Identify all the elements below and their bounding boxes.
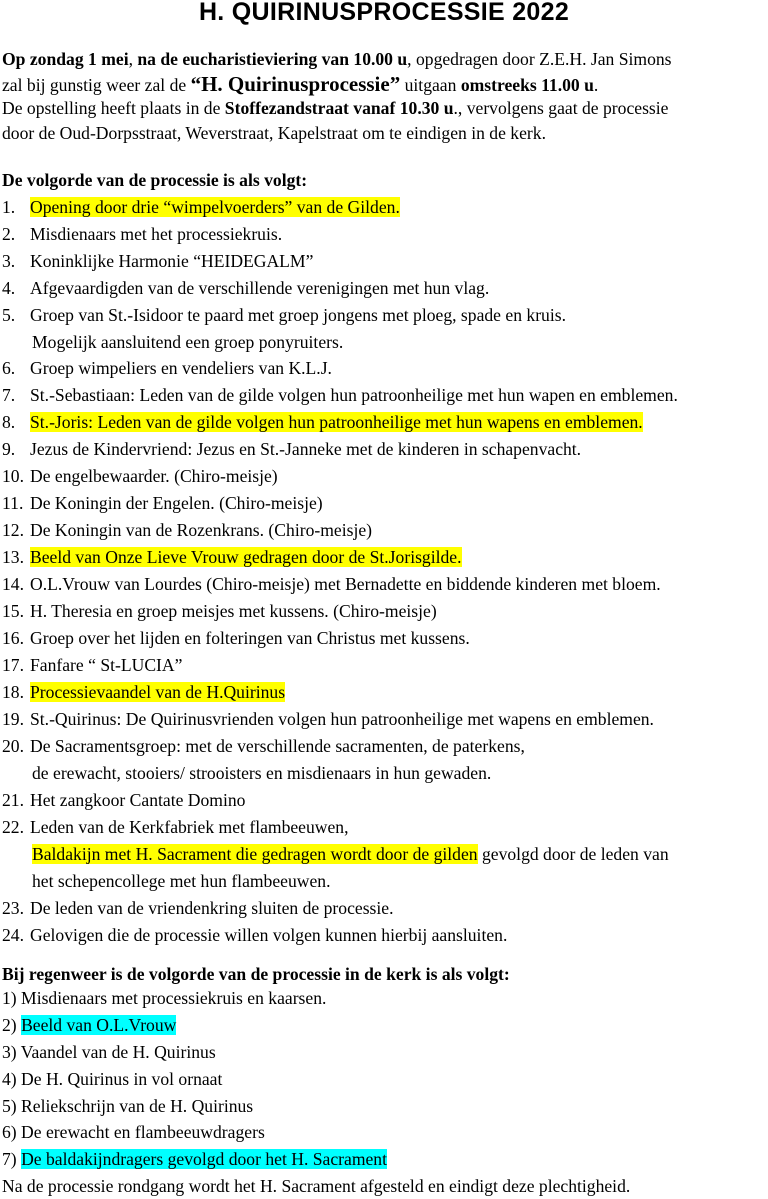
list-item [2, 304, 566, 326]
list-item-text: Het zangkoor Cantate Domino [30, 790, 246, 810]
list-item-number: 1. [2, 197, 16, 217]
list-item-number: 10. [2, 466, 24, 486]
rain-item: 1) Misdienaars met processiekruis en kaarsen. [2, 988, 327, 1008]
list-item [2, 681, 285, 703]
highlighted-text: Beeld van Onze Lieve Vrouw gedragen door de St.Jorisgilde. [30, 547, 462, 567]
intro-line-3 [2, 97, 668, 119]
list-item-number: 18. [2, 682, 24, 702]
intro-line-4: door de Oud-Dorpsstraat, Weverstraat, Kapelstraat om te eindigen in de kerk. [2, 123, 546, 143]
list-item [2, 519, 372, 541]
intro-sep: , [128, 49, 138, 69]
list-item [2, 816, 349, 838]
rain-item: 4) De H. Quirinus in vol ornaat [2, 1069, 223, 1089]
list-item-text: De Koningin der Engelen. (Chiro-meisje) [30, 493, 323, 513]
list-item [32, 843, 669, 865]
list-item-text: H. Theresia en groep meisjes met kussens. (Chiro-meisje) [30, 601, 437, 621]
list-item-text: Mogelijk aansluitend een groep ponyruiters. [32, 332, 344, 352]
list-item-number: 12. [2, 520, 24, 540]
list-item [2, 654, 182, 676]
rain-item-number: 7) [2, 1149, 22, 1169]
list-item-number: 17. [2, 655, 24, 675]
list-item-number: 9. [2, 439, 16, 459]
list-item-text: De leden van de vriendenkring sluiten de processie. [30, 898, 394, 918]
intro-text: . [593, 75, 599, 95]
intro-line-1 [2, 48, 672, 70]
list-item-number: 15. [2, 601, 24, 621]
closing-text: Na de processie rondgang wordt het H. Sacrament afgesteld en eindigt deze plechtigheid. [2, 1176, 631, 1196]
intro-assembly: Stoffezandstraat vanaf 10.30 u [224, 98, 454, 118]
list-item [2, 897, 393, 919]
intro-date: Op zondag 1 mei [2, 49, 129, 69]
list-item-number: 13. [2, 547, 24, 567]
list-item-text: Gelovigen die de processie willen volgen kunnen hierbij aansluiten. [30, 925, 508, 945]
list-item-number: 24. [2, 925, 24, 945]
list-item [2, 546, 462, 568]
list-item-text: De Koningin van de Rozenkrans. (Chiro-meisje) [30, 520, 373, 540]
rain-item: 5) Reliekschrijn van de H. Quirinus [2, 1096, 254, 1116]
list-item-number: 11. [2, 493, 24, 513]
list-item-text: Afgevaardigden van de verschillende verenigingen met hun vlag. [30, 278, 490, 298]
rain-item [2, 1014, 176, 1036]
list-item [2, 735, 525, 757]
rain-item: 3) Vaandel van de H. Quirinus [2, 1042, 216, 1062]
list-item [2, 411, 643, 433]
intro-line-2 [2, 73, 598, 96]
intro-celebrant: , opgedragen door Z.E.H. Jan Simons [407, 49, 672, 69]
list-item-number: 8. [2, 412, 16, 432]
list-item [32, 331, 343, 353]
rain-heading: Bij regenweer is de volgorde van de processie in de kerk is als volgt: [2, 964, 510, 984]
list-item [2, 196, 400, 218]
list-item-number: 2. [2, 224, 16, 244]
list-item [32, 870, 330, 892]
list-item-text: het schepencollege met hun flambeeuwen. [32, 871, 331, 891]
list-item [2, 357, 332, 379]
intro-text: ., vervolgens gaat de processie [453, 98, 669, 118]
rain-item-number: 2) [2, 1015, 22, 1035]
list-item-text: O.L.Vrouw van Lourdes (Chiro-meisje) met Bernadette en biddende kinderen met bloem. [30, 574, 661, 594]
intro-text: uitgaan [400, 75, 461, 95]
list-item-text: Groep over het lijden en folteringen van Christus met kussens. [30, 628, 470, 648]
list-item-text: Misdienaars met het processiekruis. [30, 224, 283, 244]
highlighted-text: Processievaandel van de H.Quirinus [30, 682, 286, 702]
list-item-text: De engelbewaarder. (Chiro-meisje) [30, 466, 278, 486]
highlighted-text: De baldakijndragers gevolgd door het H. Sacrament [21, 1149, 387, 1169]
list-item-number: 22. [2, 817, 24, 837]
list-item-text: St.-Quirinus: De Quirinusvrienden volgen hun patroonheilige met wapens en emblemen. [30, 709, 654, 729]
list-item [2, 708, 654, 730]
list-item [2, 438, 581, 460]
list-item [2, 627, 470, 649]
list-item [2, 924, 507, 946]
intro-mass-time: na de eucharistieviering van 10.00 u [137, 49, 408, 69]
list-item-number: 23. [2, 898, 24, 918]
intro-text: zal bij gunstig weer zal de [2, 75, 191, 95]
page-title: H. QUIRINUSPROCESSIE 2022 [198, 0, 570, 26]
list-item-number: 19. [2, 709, 24, 729]
list-item-text: Groep wimpeliers en vendeliers van K.L.J. [30, 358, 332, 378]
highlighted-text: Beeld van O.L.Vrouw [21, 1015, 177, 1035]
list-item [2, 223, 282, 245]
list-item [2, 277, 489, 299]
intro-text: De opstelling heeft plaats in de [2, 98, 225, 118]
list-item [32, 762, 491, 784]
list-item-text: Groep van St.-Isidoor te paard met groep jongens met ploeg, spade en kruis. [30, 305, 566, 325]
list-item [2, 600, 437, 622]
list-item-number: 20. [2, 736, 24, 756]
highlighted-text: St.-Joris: Leden van de gilde volgen hun patroonheilige met hun wapens en emblemen. [30, 412, 643, 432]
list-item-number: 3. [2, 251, 16, 271]
list-item-number: 5. [2, 305, 16, 325]
list-item [2, 250, 313, 272]
list-heading: De volgorde van de processie is als volgt: [2, 170, 308, 190]
list-item [2, 384, 678, 406]
list-item [2, 789, 245, 811]
list-item-number: 7. [2, 385, 16, 405]
list-item-number: 4. [2, 278, 16, 298]
rain-item: 6) De erewacht en flambeeuwdragers [2, 1122, 265, 1142]
list-item-number: 21. [2, 790, 24, 810]
rain-item [2, 1148, 387, 1170]
highlighted-text: Opening door drie “wimpelvoerders” van de Gilden. [30, 197, 400, 217]
list-item-text: Leden van de Kerkfabriek met flambeeuwen, [30, 817, 349, 837]
list-item-text: Fanfare “ St-LUCIA” [30, 655, 183, 675]
list-item [2, 492, 323, 514]
list-item-number: 16. [2, 628, 24, 648]
list-item-text: Koninklijke Harmonie “HEIDEGALM” [30, 251, 314, 271]
list-item [2, 573, 661, 595]
procession-name: “H. Quirinusprocessie” [190, 72, 401, 96]
list-item-number: 6. [2, 358, 16, 378]
list-item-text: de erewacht, stooiers/ strooisters en misdienaars in hun gewaden. [32, 763, 492, 783]
intro-start-time: omstreeks 11.00 u [460, 75, 594, 95]
list-item-number: 14. [2, 574, 24, 594]
list-item-text: gevolgd door de leden van [477, 844, 669, 864]
list-item-text: De Sacramentsgroep: met de verschillende sacramenten, de paterkens, [30, 736, 525, 756]
list-item-text: St.-Sebastiaan: Leden van de gilde volgen hun patroonheilige met hun wapen en emblemen. [30, 385, 678, 405]
highlighted-text: Baldakijn met H. Sacrament die gedragen wordt door de gilden [32, 844, 478, 864]
list-item [2, 465, 278, 487]
list-item-text: Jezus de Kindervriend: Jezus en St.-Janneke met de kinderen in schapenvacht. [30, 439, 582, 459]
